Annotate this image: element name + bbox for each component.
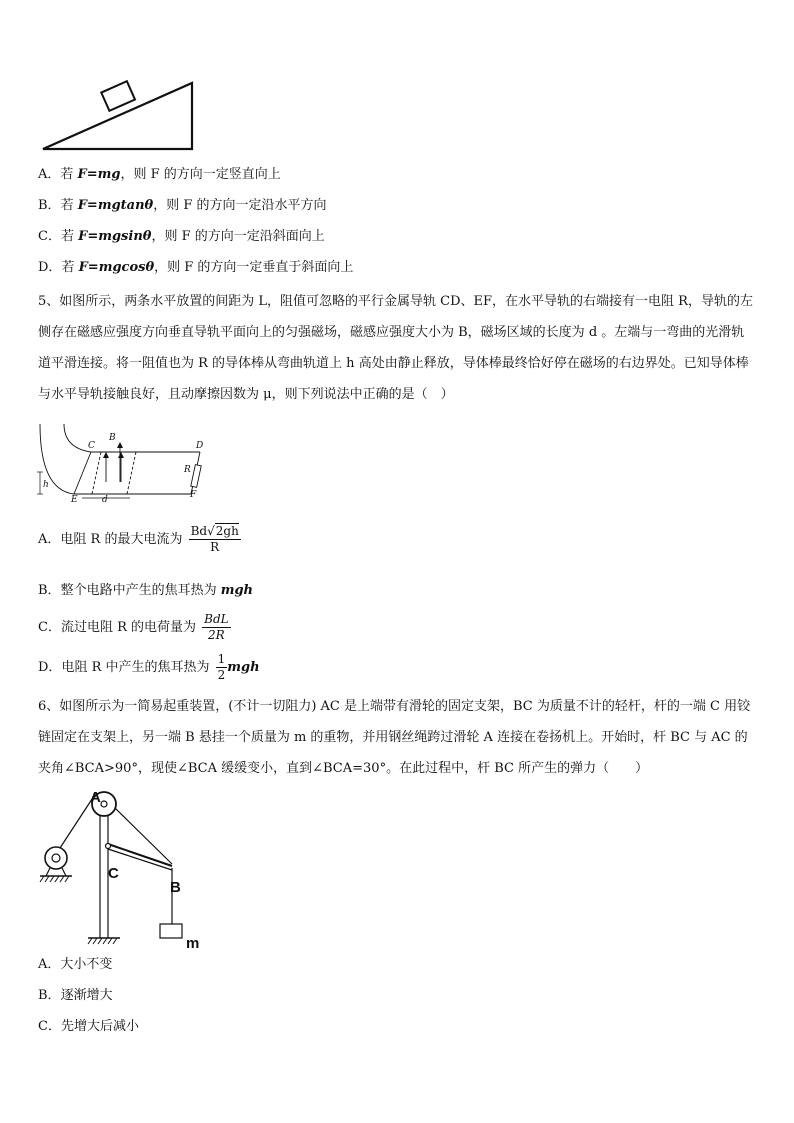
fraction-half: $\frac{1}{2}$ (217, 652, 226, 682)
q6-option-b: B．逐渐增大 (38, 988, 113, 1003)
label-m: m (186, 935, 200, 952)
q5-option-d: D．电阻 R 中产生的焦耳热为 $\frac{1}{2}$ mgh (38, 652, 260, 682)
q4-option-d: D．若 F=mgcosθ，则 F 的方向一定垂直于斜面向上 (38, 260, 354, 275)
q4-option-a: A．若 F=mg，则 F 的方向一定竖直向上 (38, 167, 281, 182)
fraction-charge: $\frac{\text{BdL}}{2R}$ (204, 612, 229, 642)
q5-option-b: B．整个电路中产生的焦耳热为 mgh (38, 583, 253, 598)
label-e: E (71, 495, 78, 505)
crane-figure (36, 780, 206, 952)
q6-stem: 6、如图所示为一简易起重装置，(不计一切阻力) AC 是上端带有滑轮的固定支架，BC 为质量不计的轻杆，杆的一端 C 用铰链固定在支架上，另一端 B 悬挂一个质量为 m 的重物，并用钢丝绳跨过滑轮 A 连接在卷扬机上。开始时，杆 BC 与 AC 的夹角∠BCA>90°，现使∠BCA 缓缓变小，直到∠BCA=30°。在此过程中，杆 BC 所产生的弹力（ ） (38, 699, 751, 776)
label-a: A (90, 789, 101, 806)
label-d: D (196, 441, 204, 451)
label-c: C (108, 865, 119, 882)
q5-option-a: A．电阻 R 的最大电流为 $\frac{Bd√2gh}{R}$ (38, 524, 239, 554)
q5-stem: 5、如图所示，两条水平放置的间距为 L，阻值可忽略的平行金属导轨 CD、EF，在水平导轨的右端接有一电阻 R，导轨的左侧存在磁感应强度方向垂直导轨平面向上的匀强磁场，磁感应强度大小为 B，磁场区域的长度为 d 。左端与一弯曲的光滑轨道平滑连接。将一阻值也为 R 的导体棒从弯曲轨道上 h 高处由静止释放，导体棒最终恰好停在磁场的右边界处。已知导体棒与水平导轨接触良好，且动摩擦因数为 μ，则下列说法中正确的是（ ） (38, 294, 753, 402)
label-b: B (170, 879, 181, 896)
label-f: F (190, 490, 197, 500)
label-b: B (109, 433, 116, 443)
q4-option-c: C．若 F=mgsinθ，则 F 的方向一定沿斜面向上 (38, 229, 325, 244)
q6-option-c: C．先增大后减小 (38, 1019, 139, 1034)
incline-figure (40, 78, 200, 152)
q6-option-a: A．大小不变 (38, 957, 113, 972)
label-c: C (88, 441, 95, 451)
label-d-length: d (102, 495, 108, 505)
label-r: R (184, 465, 191, 475)
q5-option-c: C．流过电阻 R 的电荷量为 $\frac{\text{BdL}}{2R}$ (38, 612, 229, 642)
q4-option-b: B．若 F=mgtanθ，则 F 的方向一定沿水平方向 (38, 198, 327, 213)
rail-figure (36, 420, 216, 506)
fraction-max-current: $\frac{Bd√2gh}{R}$ (190, 524, 239, 554)
label-h: h (43, 480, 49, 490)
